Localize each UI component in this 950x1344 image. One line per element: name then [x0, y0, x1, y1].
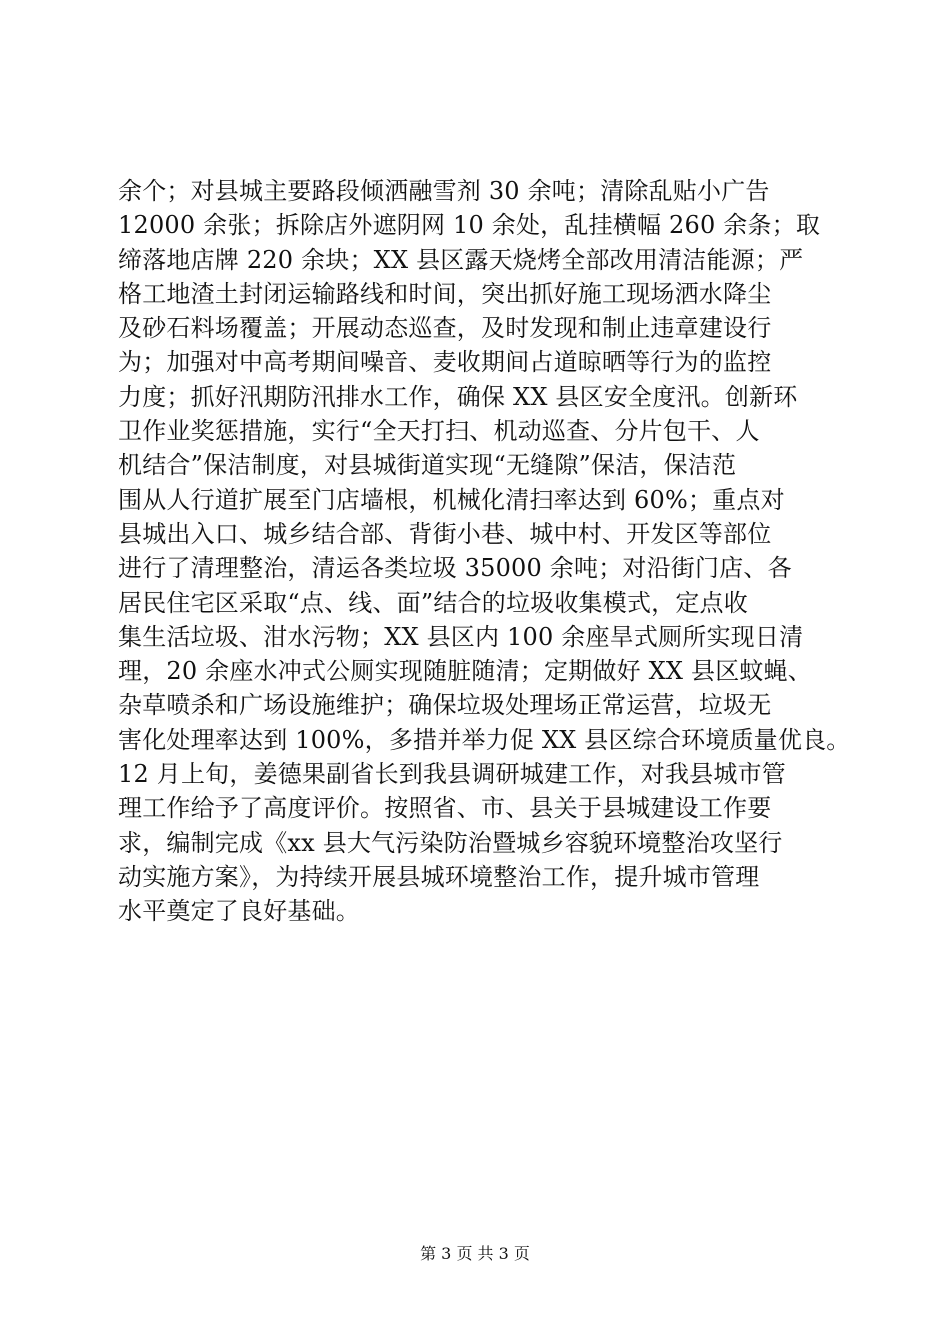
- text-line: 集生活垃圾、泔水污物；XX 县区内 100 余座旱式厕所实现日清: [118, 622, 804, 651]
- text-line: 求，编制完成《xx 县大气污染防治暨城乡容貌环境整治攻坚行: [118, 828, 783, 857]
- text-line: 围从人行道扩展至门店墙根，机械化清扫率达到 60%；重点对: [118, 485, 785, 514]
- text-line: 力度；抓好汛期防汛排水工作，确保 XX 县区安全度汛。创新环: [118, 382, 798, 411]
- page-footer: [0, 1244, 950, 1264]
- text-line: 缔落地店牌 220 余块；XX 县区露天烧烤全部改用清洁能源；严: [118, 245, 804, 274]
- text-line: 理，20 余座水冲式公厕实现随脏随清；定期做好 XX 县区蚊蝇、: [118, 657, 812, 686]
- body-paragraph: [118, 174, 851, 929]
- text-line: 卫作业奖惩措施，实行“全天打扫、机动巡查、分片包干、人: [118, 417, 760, 446]
- text-line: 县城出入口、城乡结合部、背街小巷、城中村、开发区等部位: [118, 519, 772, 548]
- text-line: 水平奠定了良好基础。: [118, 897, 360, 926]
- text-line: 为；加强对中高考期间噪音、麦收期间占道晾晒等行为的监控: [118, 348, 772, 377]
- text-line: 进行了清理整治，清运各类垃圾 35000 余吨；对沿街门店、各: [118, 554, 792, 583]
- text-line: 余个；对县城主要路段倾洒融雪剂 30 余吨；清除乱贴小广告: [118, 177, 770, 205]
- text-line: 害化处理率达到 100%，多措并举力促 XX 县区综合环境质量优良。: [118, 725, 851, 754]
- text-line: 格工地渣土封闭运输路线和时间，突出抓好施工现场洒水降尘: [118, 279, 772, 308]
- page-number-label: 第 3 页 共 3 页: [420, 1244, 530, 1263]
- text-line: 理工作给予了高度评价。按照省、市、县关于县城建设工作要: [118, 794, 772, 823]
- text-line: 12000 余张；拆除店外遮阴网 10 余处，乱挂横幅 260 余条；取: [118, 211, 821, 240]
- text-line: 居民住宅区采取“点、线、面”结合的垃圾收集模式，定点收: [118, 588, 748, 617]
- text-line: 杂草喷杀和广场设施维护；确保垃圾处理场正常运营，垃圾无: [118, 691, 772, 720]
- text-line: 及砂石料场覆盖；开展动态巡查，及时发现和制止违章建设行: [118, 314, 772, 343]
- text-line: 机结合”保洁制度，对县城街道实现“无缝隙”保洁，保洁范: [118, 451, 737, 480]
- text-line: 动实施方案》，为持续开展县城环境整治工作，提升城市管理: [118, 862, 760, 891]
- text-line: 12 月上旬，姜德果副省长到我县调研城建工作，对我县城市管: [118, 760, 786, 789]
